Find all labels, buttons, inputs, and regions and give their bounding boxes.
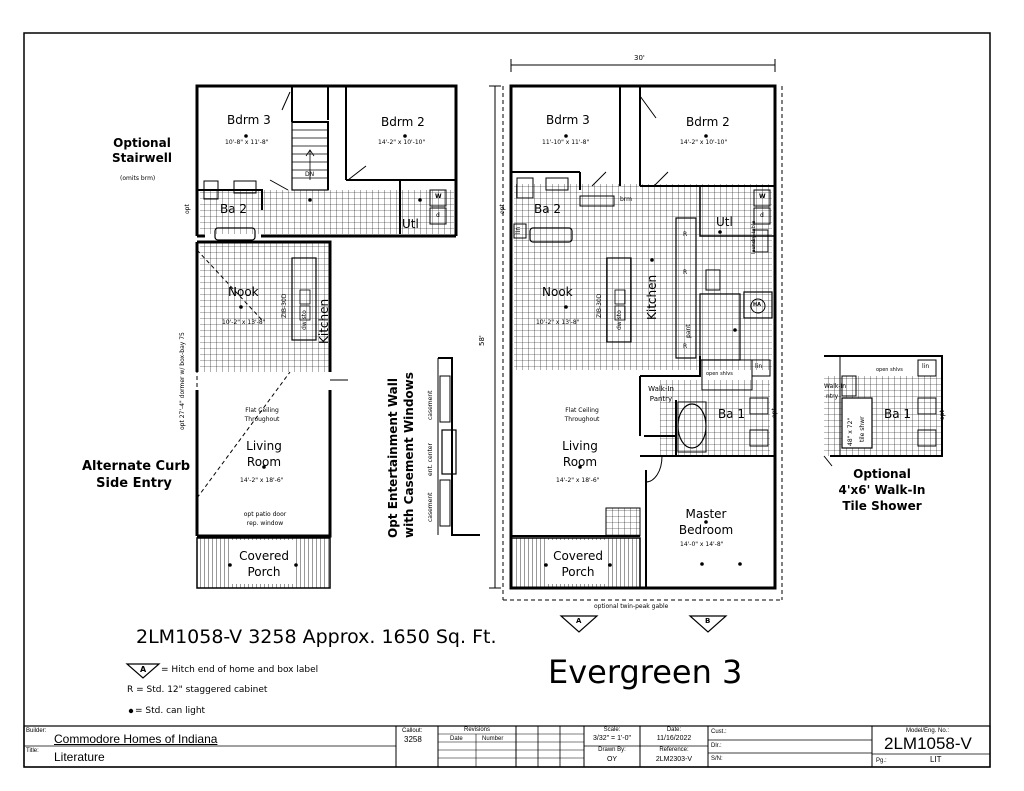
optional-walk-in-shower-label: Optional 4'x6' Walk-In Tile Shower [838,467,926,513]
customer-label: Cust.: [711,729,727,735]
right-living-size: 14'-2" x 18'-6" [556,477,600,484]
right-brm-label: brm [620,196,633,203]
left-flat-ceiling-note: Flat Ceiling Throughout [244,407,280,423]
reference-value: 2LM2303-V [655,756,693,763]
dealer-label: Dlr.: [711,743,722,749]
left-kitchen-label: Kitchen [317,298,331,344]
legend-can-light: = Std. can light [135,706,206,716]
drawn-by-value: OY [606,756,618,763]
shower-lin-label: lin [922,363,930,370]
cabinet-r1: R [683,231,688,238]
scale-label: Scale: [603,727,621,733]
shower-ba1-label: Ba 1 [884,407,912,421]
title-value: Literature [54,750,105,764]
builder-value: Commodore Homes of Indiana [54,732,218,746]
marker-a-label: A [576,617,582,625]
shower-open-shelves-label: open shlvs [876,367,903,373]
cabinet-r2: R [683,269,688,276]
left-ba2-label: Ba 2 [220,202,248,216]
shower-pantry-label: ntry [826,393,839,400]
right-washer-label: W [759,193,766,200]
right-laundry-table-label: laundry table [751,220,757,254]
callout-value: 3258 [404,735,422,744]
left-opt-label: opt [184,204,191,214]
cabinet-r3: R [683,343,688,350]
width-dimension: 30' [634,54,645,62]
model-summary-line: 2LM1058-V 3258 Approx. 1650 Sq. Ft. [136,626,497,648]
casement-bottom-label: casement [427,492,434,522]
left-patio-note: opt patio door rep. window [243,511,287,527]
ent-center-label: ent. center [427,443,434,476]
right-lin-label: lin [515,226,522,234]
right-ba2-label: Ba 2 [534,202,562,216]
left-dw-label: dw sto [301,310,308,330]
master-bedroom-label: Master Bedroom [678,507,734,537]
right-utl-label: Utl [716,215,733,229]
entertainment-wall-detail [438,358,480,535]
revision-date-header: Date [450,736,463,742]
title-label: Title: [26,748,39,754]
callout-label: Callout: [402,728,423,734]
right-covered-porch-label: Covered Porch [553,549,603,579]
left-dryer-label: d [436,212,440,219]
shower-walkin-label: Walk-In [824,383,847,390]
right-bdrm3-label: Bdrm 3 [546,113,590,127]
opt-entertainment-wall-label: Opt Entertainment Wall with Casement Windows [386,372,416,538]
left-living-room-label: Living Room [246,439,282,469]
length-dimension: 58' [478,335,486,346]
right-ba1-opt-label: opt [771,408,778,418]
left-living-size: 14'-2" x 18'-6" [240,477,284,484]
right-pantry-cabinet-label: pant [685,324,692,338]
right-kitchen-label: Kitchen [645,274,659,320]
right-floor-plan [489,59,782,600]
legend-light-dot [129,709,133,713]
left-nook-size: 10'-2" x 13'-8" [222,319,266,326]
omits-brm-note: (omits brm) [120,175,156,182]
model-no-label: Model/Eng. No.: [906,728,950,734]
shower-opt-label: opt [939,410,946,420]
right-open-shelves-label: open shlvs [706,371,733,377]
right-bdrm3-size: 11'-10" x 11'-8" [542,139,590,146]
right-opt-label: opt [499,204,506,214]
date-label: Date: [666,727,682,733]
model-no-value: 2LM1058-V [884,734,972,753]
walk-in-pantry-label: Walk-In Pantry [648,385,674,403]
legend-hitch: = Hitch end of home and box label [161,665,319,675]
page-label: Pg.: [876,758,887,764]
left-nook-label: Nook [228,285,259,299]
serial-number-label: S/N: [711,756,723,762]
right-ba1-label: Ba 1 [718,407,746,421]
reference-label: Reference: [659,747,689,753]
opt-dormer-note: opt 27'-4" dormer w/ box-bay 75 [179,332,186,430]
right-ha-label: HA [753,302,762,308]
left-utl-label: Utl [402,217,419,231]
marker-b-label: B [705,617,711,625]
revisions-label: Revisions [463,727,490,733]
twin-peak-gable-note: optional twin-peak gable [594,603,669,610]
right-bdrm2-size: 14'-2" x 10'-10" [680,139,728,146]
left-washer-label: W [435,193,442,200]
right-dw-label: dw sto [616,310,623,330]
scale-value: 3/32" = 1'-0" [592,735,632,742]
right-nook-size: 10'-2" x 13'-8" [536,319,580,326]
optional-stairwell-label: Optional Stairwell [112,136,172,165]
legend-cabinet: R = Std. 12" staggered cabinet [127,685,268,695]
left-range-label: ZIB-30D [281,293,288,318]
right-nook-label: Nook [542,285,573,299]
left-bdrm3-label: Bdrm 3 [227,113,271,127]
revision-number-header: Number [482,736,504,742]
date-value: 11/16/2022 [656,735,692,742]
right-bdrm2-label: Bdrm 2 [686,115,730,129]
drawn-by-label: Drawn By: [598,747,626,753]
page-value: LIT [930,755,942,764]
casement-top-label: casement [427,390,434,420]
right-range-label: ZIB-30D [596,293,603,318]
legend-a-marker: A [140,665,147,674]
left-bdrm2-label: Bdrm 2 [381,115,425,129]
left-bdrm2-size: 14'-2" x 10'-10" [378,139,426,146]
right-living-room-label: Living Room [562,439,598,469]
left-bdrm3-size: 10'-8" x 11'-8" [225,139,269,146]
right-dryer-label: d [760,212,764,219]
shower-size-label: 48" x 72" [847,417,854,446]
master-bedroom-size: 14'-0" x 14'-8" [680,541,724,548]
tile-shower-label: tile shwr [859,416,866,442]
right-flat-ceiling-note: Flat Ceiling Throughout [564,407,600,423]
left-covered-porch-label: Covered Porch [239,549,289,579]
right-lin2-label: lin [755,363,763,370]
alternate-curb-side-entry-label: Alternate Curb Side Entry [82,459,191,491]
home-name-title: Evergreen 3 [548,653,743,691]
builder-label: Builder: [26,728,47,734]
left-stair-dn: DN [305,171,315,178]
